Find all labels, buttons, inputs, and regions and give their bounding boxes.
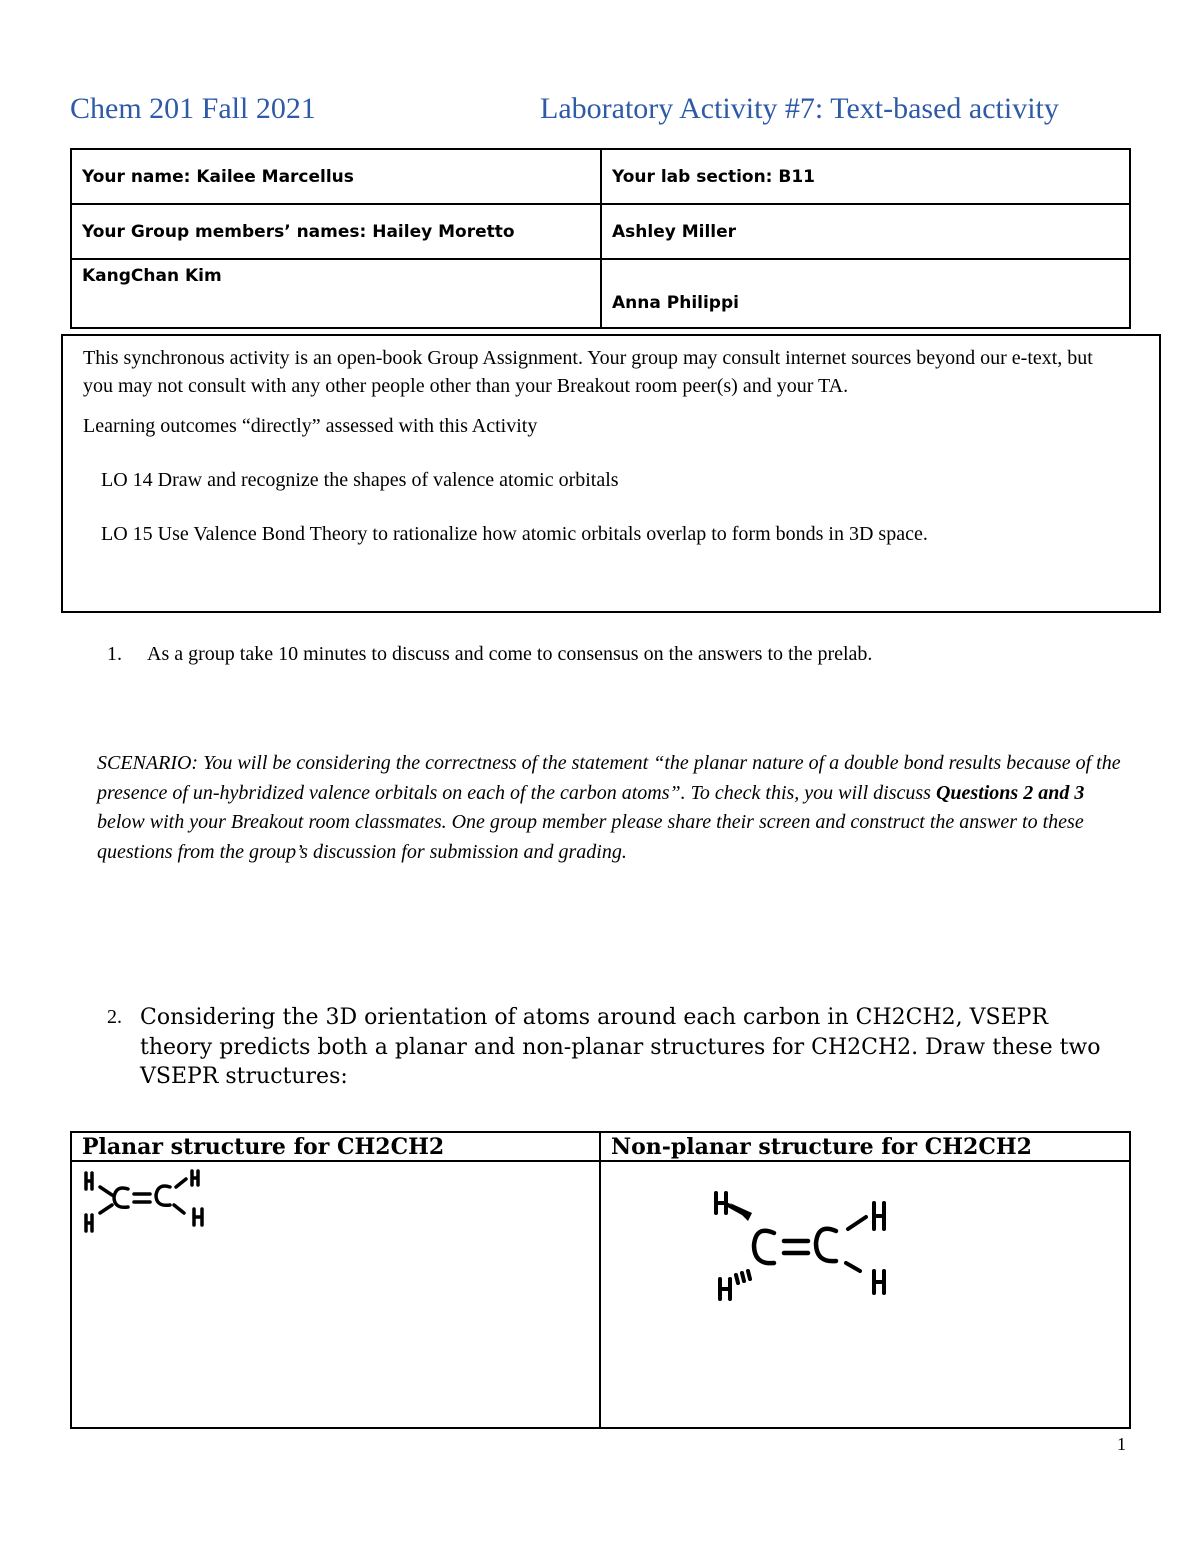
- learning-outcome-14: LO 14 Draw and recognize the shapes of valence atomic orbitals: [101, 469, 619, 491]
- question-1-number: 1.: [107, 643, 122, 665]
- question-1-text: As a group take 10 minutes to discuss and come to consensus on the answers to the prelab.: [147, 643, 873, 665]
- planar-structure-header: Planar structure for CH2CH2: [72, 1133, 601, 1162]
- instructions-box: [61, 334, 1161, 613]
- question-2-number: 2.: [107, 1006, 122, 1028]
- instructions-paragraph: This synchronous activity is an open-book Group Assignment. Your group may consult internet sources beyond our e-text, but you may not consult with any other people other than your Breakout room peer(s) and your TA.: [83, 347, 1093, 397]
- member-cell-2: Ashley Miller: [601, 204, 1130, 259]
- planar-structure-drawing: [80, 1167, 220, 1257]
- member-cell-3: KangChan Kim: [71, 259, 601, 328]
- scenario-text-1: SCENARIO: You will be considering the correctness of the statement “the planar nature of a double bond results because of the presence of un-hybridized valence orbitals on each of the carbon atoms”. To check this, you will discuss: [97, 752, 1121, 804]
- question-2: [107, 1003, 1117, 1092]
- scenario-text-2: below with your Breakout room classmates. One group member please share their screen and construct the answer to these questions from the group’s discussion for submission and grading.: [97, 811, 1084, 863]
- nonplanar-structure-header: Non-planar structure for CH2CH2: [601, 1133, 1129, 1162]
- student-name-cell: Your name: Kailee Marcellus: [71, 149, 601, 204]
- student-info-table: [70, 148, 1131, 329]
- course-title: Chem 201 Fall 2021: [70, 92, 316, 125]
- page-number: 1: [1117, 1434, 1126, 1454]
- wedge-bond: [730, 1203, 752, 1221]
- column-divider: [599, 1133, 601, 1427]
- scenario-paragraph: [97, 749, 1137, 867]
- scenario-bold-questions: Questions 2 and 3: [935, 781, 1085, 804]
- learning-outcomes-heading: Learning outcomes “directly” assessed with this Activity: [83, 415, 538, 437]
- question-1: [107, 643, 872, 666]
- learning-outcome-15: LO 15 Use Valence Bond Theory to rationalize how atomic orbitals overlap to form bonds in 3D space.: [101, 523, 928, 545]
- question-2-text: Considering the 3D orientation of atoms around each carbon in CH2CH2, VSEPR theory predicts both a planar and non-planar structures for CH2CH2. Draw these two VSEPR structures:: [140, 1005, 1101, 1089]
- group-members-cell: Your Group members’ names: Hailey Moretto: [71, 204, 601, 259]
- lab-section-cell: Your lab section: B11: [601, 149, 1130, 204]
- activity-title: Laboratory Activity #7: Text-based activity: [540, 92, 1059, 125]
- structures-table: [70, 1131, 1131, 1429]
- nonplanar-structure-drawing: [708, 1179, 908, 1319]
- member-cell-4: Anna Philippi: [601, 259, 1130, 328]
